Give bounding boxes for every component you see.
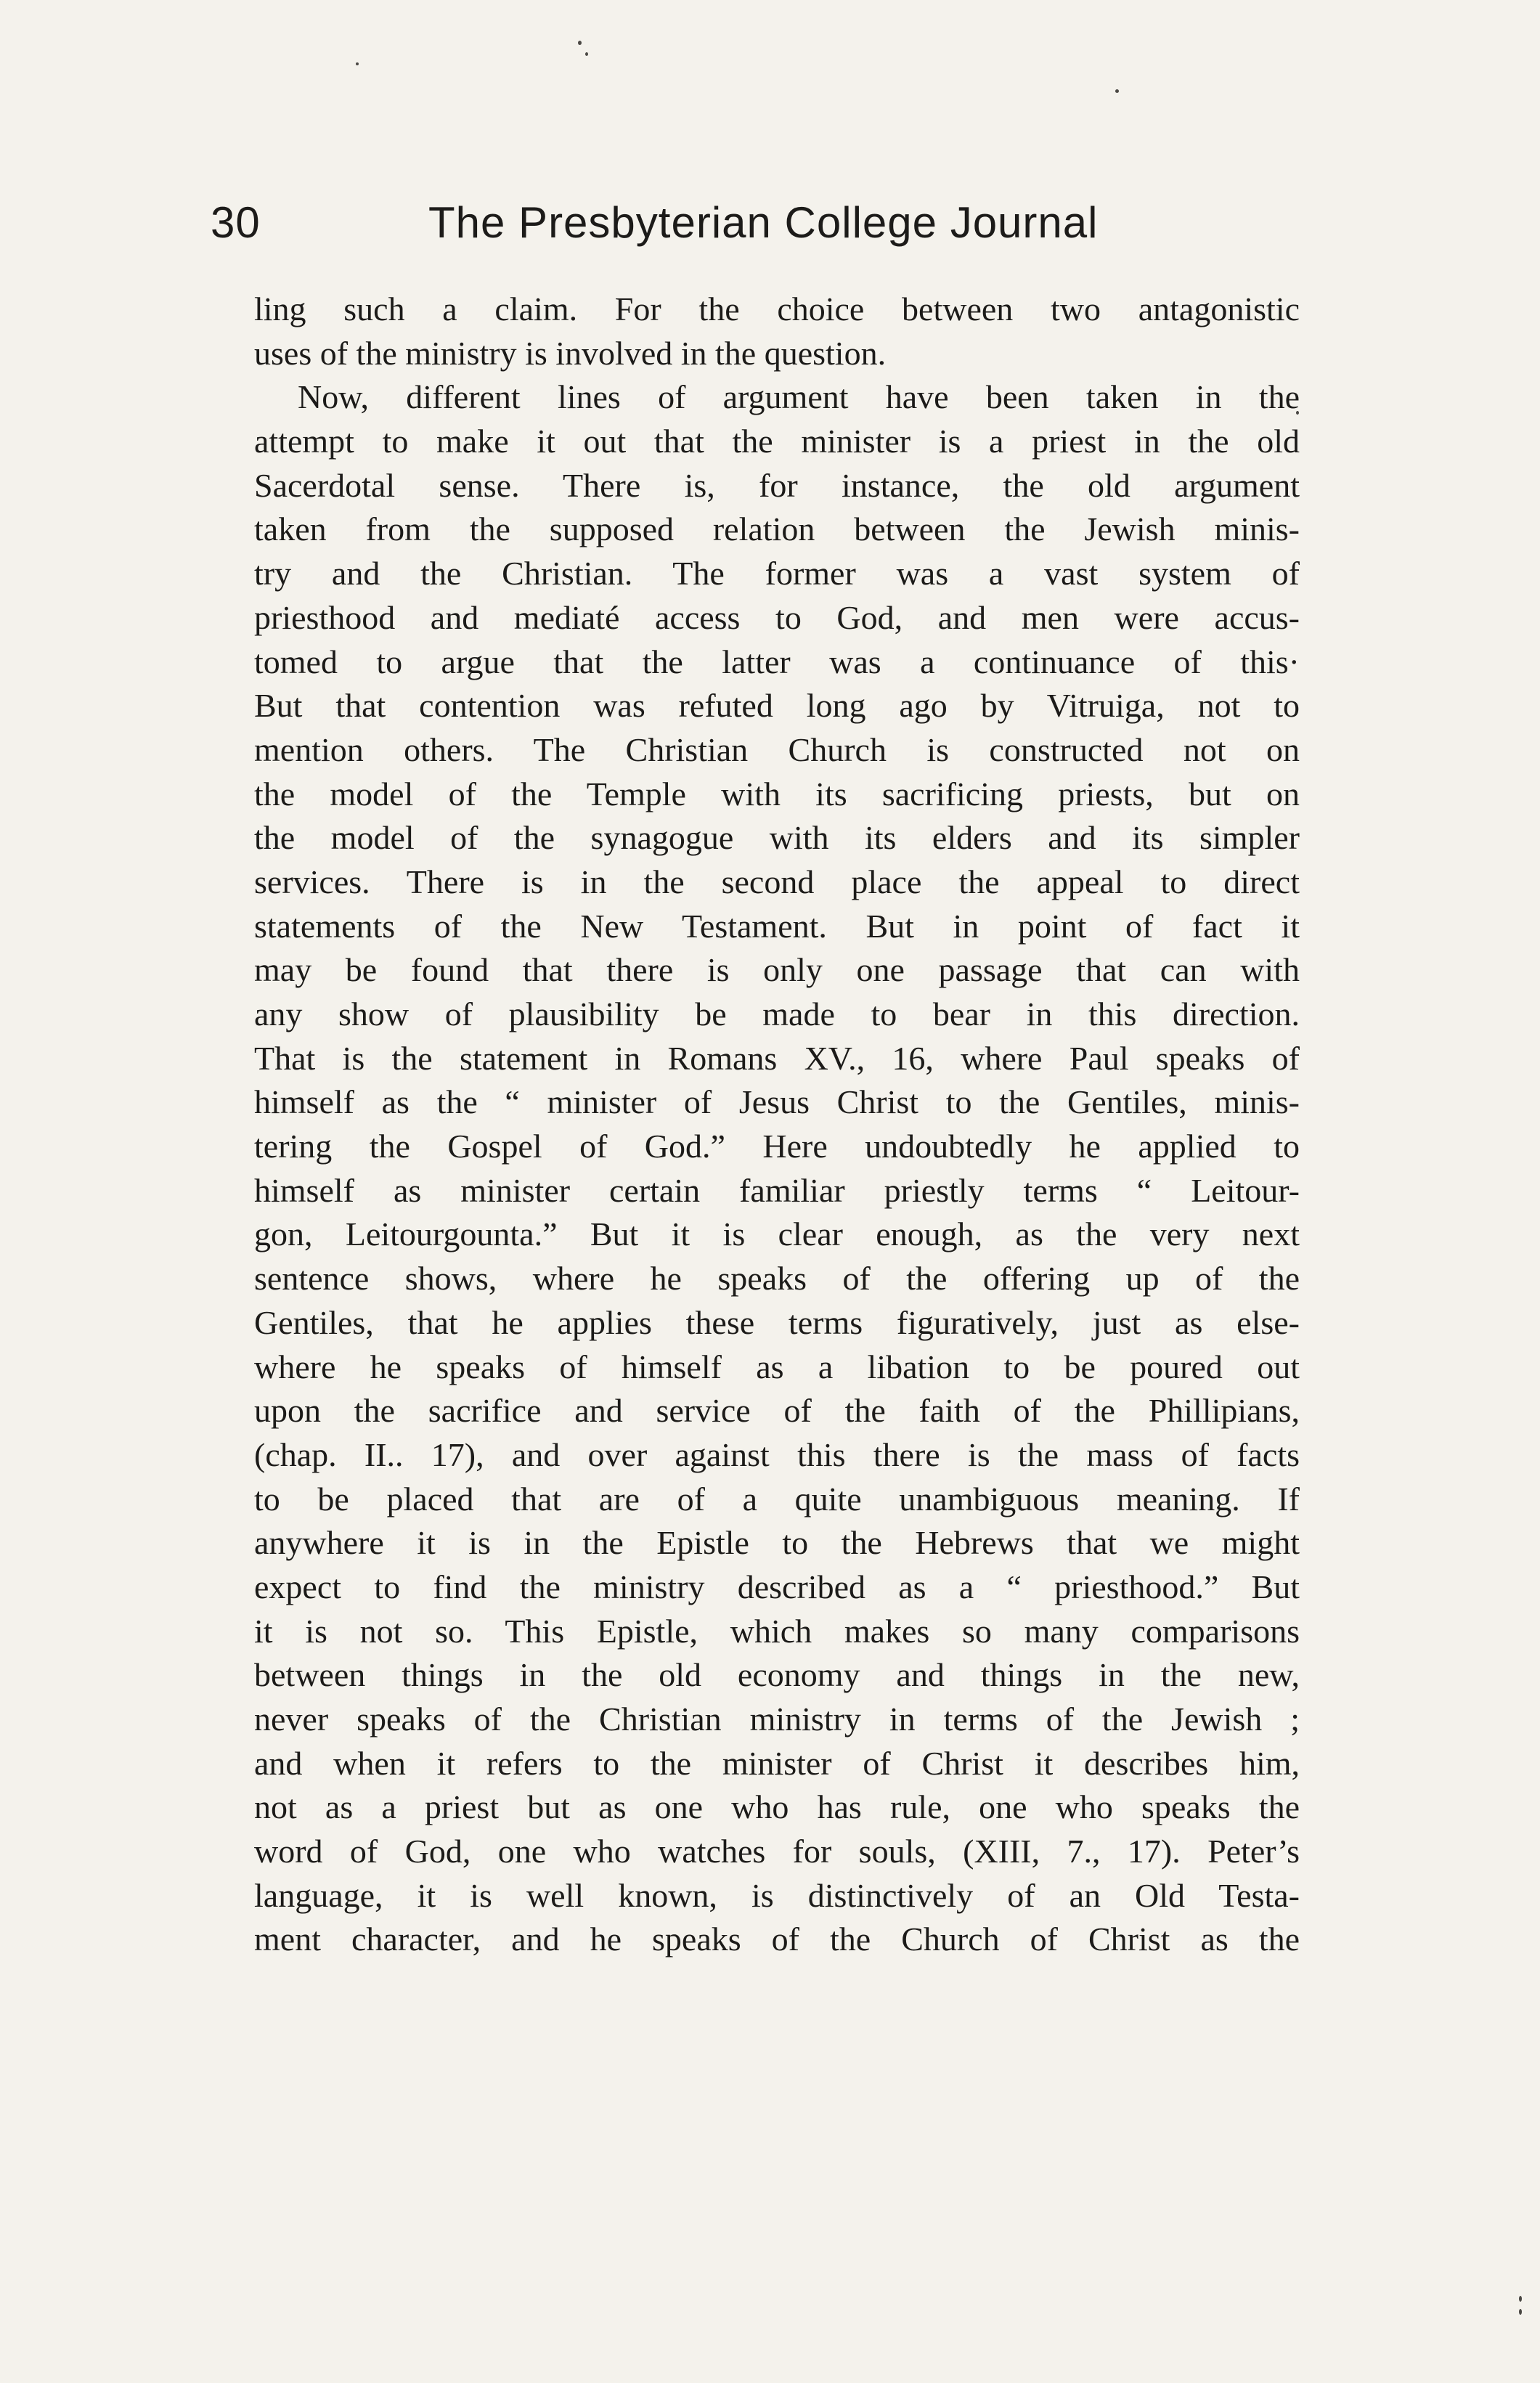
text-line: Sacerdotal sense. There is, for instance, the old argument <box>254 466 1300 504</box>
text-line: statements of the New Testament. But in point of fact it <box>254 907 1300 945</box>
text-line: services. There is in the second place the appeal to direct <box>254 863 1300 900</box>
scan-speck <box>1519 2296 1522 2302</box>
text-line: try and the Christian. The former was a vast system of <box>254 555 1300 592</box>
text-line: it is not so. This Epistle, which makes so many comparisons <box>254 1612 1300 1650</box>
page-number: 30 <box>211 198 261 247</box>
text-line: and when it refers to the minister of Christ it describes him, <box>254 1744 1300 1782</box>
text-line: ling such a claim. For the choice between two antagonistic <box>254 290 1300 327</box>
text-line: Gentiles, that he applies these terms figuratively, just as else- <box>254 1303 1300 1341</box>
text-line: But that contention was refuted long ago by Vitruiga, not to <box>254 687 1300 725</box>
page-header <box>211 190 1314 256</box>
text-line: priesthood and mediaté access to God, and men were accus- <box>254 598 1300 636</box>
text-line: where he speaks of himself as a libation to be poured out <box>254 1348 1300 1385</box>
text-line: That is the statement in Romans XV., 16, where Paul speaks of <box>254 1039 1300 1077</box>
text-line: himself as the “ minister of Jesus Christ to the Gentiles, minis- <box>254 1083 1300 1121</box>
text-line: any show of plausibility be made to bear in this direction. <box>254 995 1300 1032</box>
text-line: himself as minister certain familiar priestly terms “ Leitour- <box>254 1171 1300 1209</box>
text-line: uses of the ministry is involved in the question. <box>254 334 887 372</box>
text-line: ment character, and he speaks of the Church of Christ as the <box>254 1920 1300 1958</box>
text-line: anywhere it is in the Epistle to the Hebrews that we might <box>254 1524 1300 1562</box>
text-line: tomed to argue that the latter was a continuance of this· <box>254 643 1300 680</box>
scan-speck <box>1519 2309 1522 2315</box>
body-text <box>254 288 1300 1962</box>
text-line: the model of the Temple with its sacrificing priests, but on <box>254 775 1300 812</box>
text-line: between things in the old economy and things in the new, <box>254 1656 1300 1694</box>
running-title: The Presbyterian College Journal <box>428 198 1099 247</box>
scan-speck <box>356 62 359 65</box>
text-line: the model of the synagogue with its elders and its simpler <box>254 819 1300 857</box>
text-line: tering the Gospel of God.” Here undoubtedly he applied to <box>254 1128 1300 1165</box>
text-line: sentence shows, where he speaks of the offering up of the <box>254 1260 1300 1298</box>
scan-speck <box>585 52 588 56</box>
text-line: gon, Leitourgounta.” But it is clear enough, as the very next <box>254 1215 1300 1253</box>
text-line: attempt to make it out that the minister is a priest in the old <box>254 423 1300 460</box>
text-line: expect to find the ministry described as a “ priesthood.” But <box>254 1568 1300 1605</box>
scan-speck <box>1115 89 1119 93</box>
text-line: may be found that there is only one passage that can with <box>254 951 1300 989</box>
text-line: taken from the supposed relation between the Jewish minis- <box>254 510 1300 548</box>
scan-speck <box>578 41 582 45</box>
text-line: never speaks of the Christian ministry in terms of the Jewish ; <box>254 1700 1300 1738</box>
text-line: word of God, one who watches for souls, (XIII, 7., 17). Peter’s <box>254 1833 1300 1870</box>
text-line: language, it is well known, is distinctively of an Old Testa- <box>254 1876 1300 1914</box>
text-line: to be placed that are of a quite unambiguous meaning. If <box>254 1480 1300 1518</box>
text-line: Now, different lines of argument have been taken in the <box>298 378 1300 416</box>
text-line: mention others. The Christian Church is constructed not on <box>254 730 1300 768</box>
text-line: not as a priest but as one who has rule, one who speaks the <box>254 1788 1300 1826</box>
text-line: (chap. II.. 17), and over against this there is the mass of facts <box>254 1435 1300 1473</box>
text-line: upon the sacrifice and service of the faith of the Phillipians, <box>254 1392 1300 1430</box>
